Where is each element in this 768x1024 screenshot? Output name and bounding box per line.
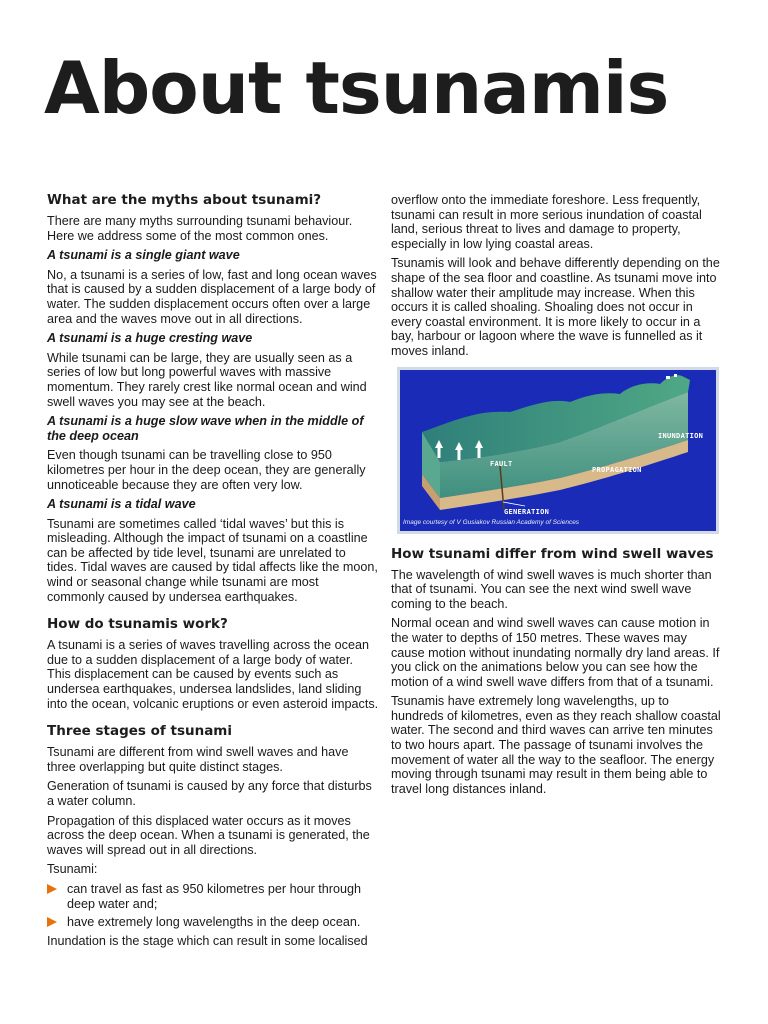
myth-text: While tsunami can be large, they are usually seen as a series of low but long powerful waves with massive momentum. They rarely crest like normal ocean and wind swell waves you may see at the beach. [47, 350, 367, 409]
bullet-text: have extremely long wavelengths in the deep ocean. [67, 915, 361, 930]
myth-title: A tsunami is a single giant wave [47, 248, 240, 263]
body-paragraph: overflow onto the immediate foreshore. Less frequently, tsunami can result in more serious inundation of coastal land, serious threat to lives and damage to property, especially in low lying coastal areas. [391, 193, 702, 251]
how-heading: How do tsunamis work? [47, 616, 228, 633]
tsunami-stages-diagram [397, 367, 719, 534]
stages-paragraph: Propagation of this displaced water occurs as it moves across the deep ocean. When a tsunami is generated, the waves will spread out in all directions. [47, 813, 370, 857]
orange-triangle-bullet-icon [47, 917, 57, 927]
propagation-label: PROPAGATION [592, 465, 642, 474]
bullet-text: can travel as fast as 950 kilometres per hour through deep water and; [67, 881, 362, 911]
left-column [47, 192, 379, 953]
stages-paragraph: Inundation is the stage which can result in some localised [47, 933, 368, 948]
myths-heading: What are the myths about tsunami? [47, 192, 322, 208]
diff-heading: How tsunami differ from wind swell waves [391, 545, 714, 562]
generation-label: GENERATION [504, 507, 550, 516]
orange-triangle-bullet-icon [47, 884, 57, 894]
myth-text: Even though tsunami can be travelling close to 950 kilometres per hour in the deep ocean, they are generally unnoticeable because they are often very low. [47, 448, 366, 492]
body-paragraph: The wavelength of wind swell waves is much shorter than that of tsunami. You can see the next wind swell wave coming to the beach. [391, 567, 712, 611]
tsunami-bullet-list [47, 882, 379, 930]
diagram-canvas [400, 370, 716, 531]
list-item [47, 915, 379, 930]
how-text: A tsunami is a series of waves travelling across the ocean due to a sudden displacement of a large body of water. This displacement can be caused by events such as undersea earthquakes, undersea landslides, land sliding into the ocean, volcanic eruptions or even asteroid impacts. [47, 638, 379, 711]
myth-text: Tsunami are sometimes called ‘tidal waves’ but this is misleading. Although the impact of tsunami on a coastline can be affected by tide level, tsunami are unrelated to tides. Tidal waves are caused by tidal affects like the moon, wind or seasonal change while tsunami are most commonly caused by undersea earthquakes. [47, 516, 378, 604]
myth-title: A tsunami is a tidal wave [47, 497, 196, 512]
right-column [391, 193, 723, 801]
body-paragraph: Normal ocean and wind swell waves can cause motion in the water to depths of 150 metres. These waves may cause motion without inundating normally dry land areas. If you click on the animations below you can see how the motion of a wind swell wave differs from that of a tsunami. [391, 616, 720, 689]
body-paragraph: Tsunamis have extremely long wavelengths, up to hundreds of kilometres, even as they reach shallow coastal water. The second and third waves can arrive ten minutes to two hours apart. The passage of tsunami involves the movement of water all the way to the seafloor. The energy moving through tsunami may result in them being able to travel long distances inland. [391, 694, 721, 796]
list-item [47, 882, 379, 911]
stages-heading: Three stages of tsunami [47, 723, 233, 740]
inundation-label: INUNDATION [658, 431, 704, 440]
body-paragraph: Tsunamis will look and behave differently depending on the shape of the sea floor and coastline. As tsunami move into shallow water their amplitude may increase. When this occurs it is called shoaling. Shoaling does not occur in every coastal environment. It is more likely to occur in a bay, harbour or lagoon where the wave is funnelled as it moves inland. [391, 256, 720, 358]
diagram-illustration [400, 370, 716, 531]
page-title: About tsunamis [44, 46, 669, 130]
stages-paragraph: Tsunami: [47, 862, 98, 877]
stages-paragraph: Tsunami are different from wind swell waves and have three overlapping but quite distinct stages. [47, 745, 349, 774]
image-credit: Image courtesy of V Gusiakov Russian Academy of Sciences [403, 518, 580, 526]
myths-intro: There are many myths surrounding tsunami behaviour. Here we address some of the most common ones. [47, 214, 353, 243]
stages-paragraph: Generation of tsunami is caused by any force that disturbs a water column. [47, 779, 372, 808]
myth-title: A tsunami is a huge cresting wave [47, 331, 253, 346]
fault-label: FAULT [490, 459, 513, 468]
myth-title: A tsunami is a huge slow wave when in the middle of the deep ocean [47, 414, 364, 443]
myth-text: No, a tsunami is a series of low, fast and long ocean waves that is caused by a sudden displacement of a large body of water. The sudden displacement occurs often over a large area and the waves move out in all directions. [47, 267, 377, 326]
